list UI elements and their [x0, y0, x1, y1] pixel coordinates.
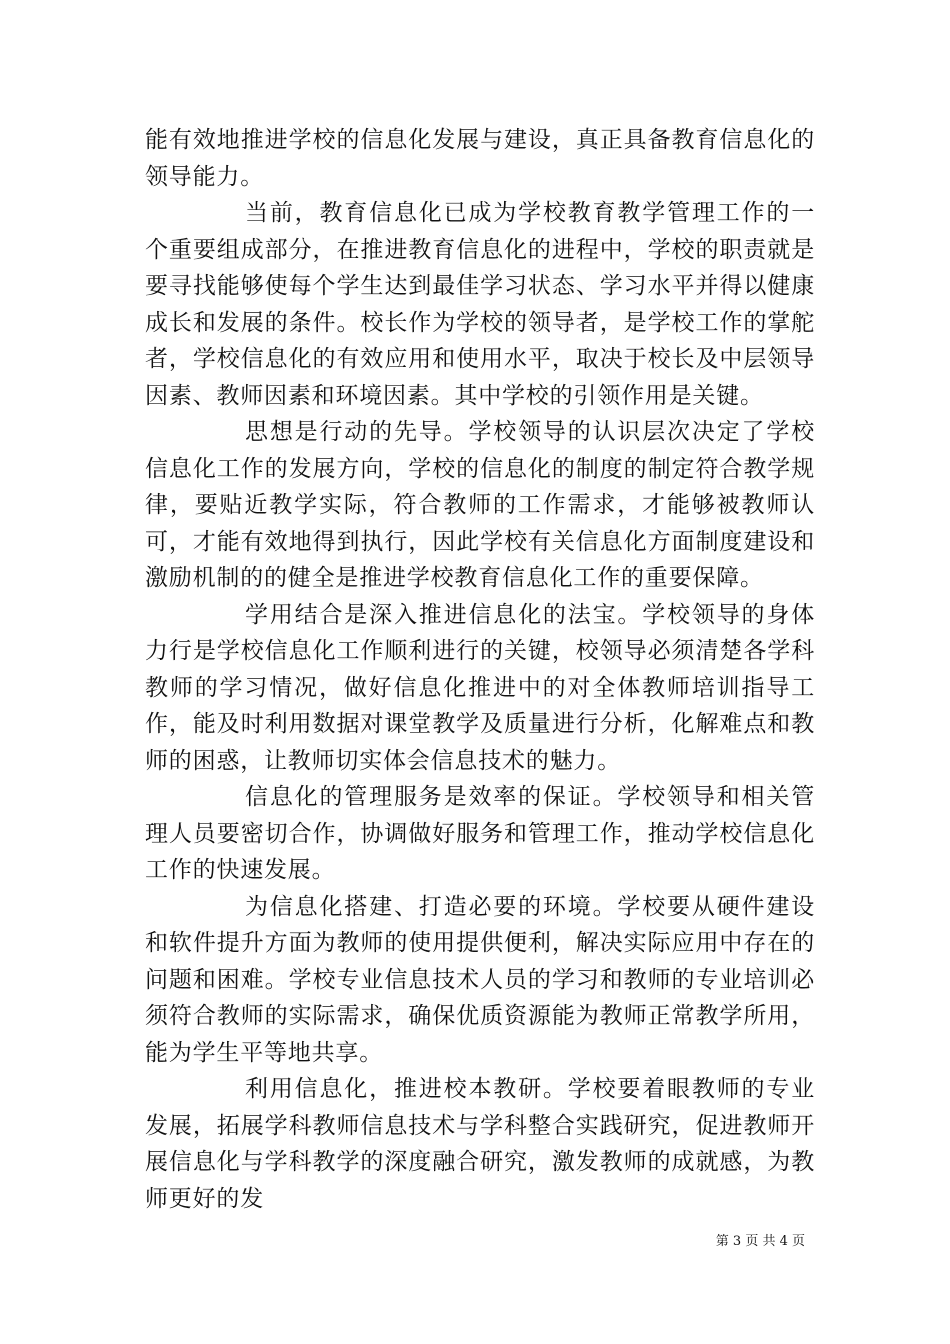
paragraph: 为信息化搭建、打造必要的环境。学校要从硬件建设和软件提升方面为教师的使用提供便利，解决实际应用中存在的问题和困难。学校专业信息技术人员的学习和教师的专业培训必须符合教师的实际需求，确保优质资源能为教师正常教学所用，能为学生平等地共享。	[145, 893, 815, 1066]
paragraph: 学用结合是深入推进信息化的法宝。学校领导的身体力行是学校信息化工作顺利进行的关键，校领导必须清楚各学科教师的学习情况，做好信息化推进中的对全体教师培训指导工作，能及时利用数据对课堂教学及质量进行分析，化解难点和教师的困惑，让教师切实体会信息技术的魅力。	[145, 601, 815, 774]
paragraph: 利用信息化，推进校本教研。学校要着眼教师的专业发展，拓展学科教师信息技术与学科整合实践研究，促进教师开展信息化与学科教学的深度融合研究，激发教师的成就感，为教师更好的发	[145, 1076, 815, 1212]
paragraph: 思想是行动的先导。学校领导的认识层次决定了学校信息化工作的发展方向，学校的信息化的制度的制定符合教学规律，要贴近教学实际，符合教师的工作需求，才能够被教师认可，才能有效地得到执行，因此学校有关信息化方面制度建设和激励机制的的健全是推进学校教育信息化工作的重要保障。	[145, 419, 815, 591]
paragraph: 信息化的管理服务是效率的保证。学校领导和相关管理人员要密切合作，协调做好服务和管理工作，推动学校信息化工作的快速发展。	[145, 784, 815, 883]
body-text	[145, 122, 815, 1217]
page-number-footer: 第 3 页 共 4 页	[715, 1234, 805, 1249]
paragraph: 当前，教育信息化已成为学校教育教学管理工作的一个重要组成部分，在推进教育信息化的进程中，学校的职责就是要寻找能够使每个学生达到最佳学习状态、学习水平并得以健康成长和发展的条件。校长作为学校的领导者，是学校工作的掌舵者，学校信息化的有效应用和使用水平，取决于校长及中层领导因素、教师因素和环境因素。其中学校的引领作用是关键。	[145, 200, 815, 409]
paragraph-continuation: 能有效地推进学校的信息化发展与建设，真正具备教育信息化的领导能力。	[145, 127, 815, 190]
